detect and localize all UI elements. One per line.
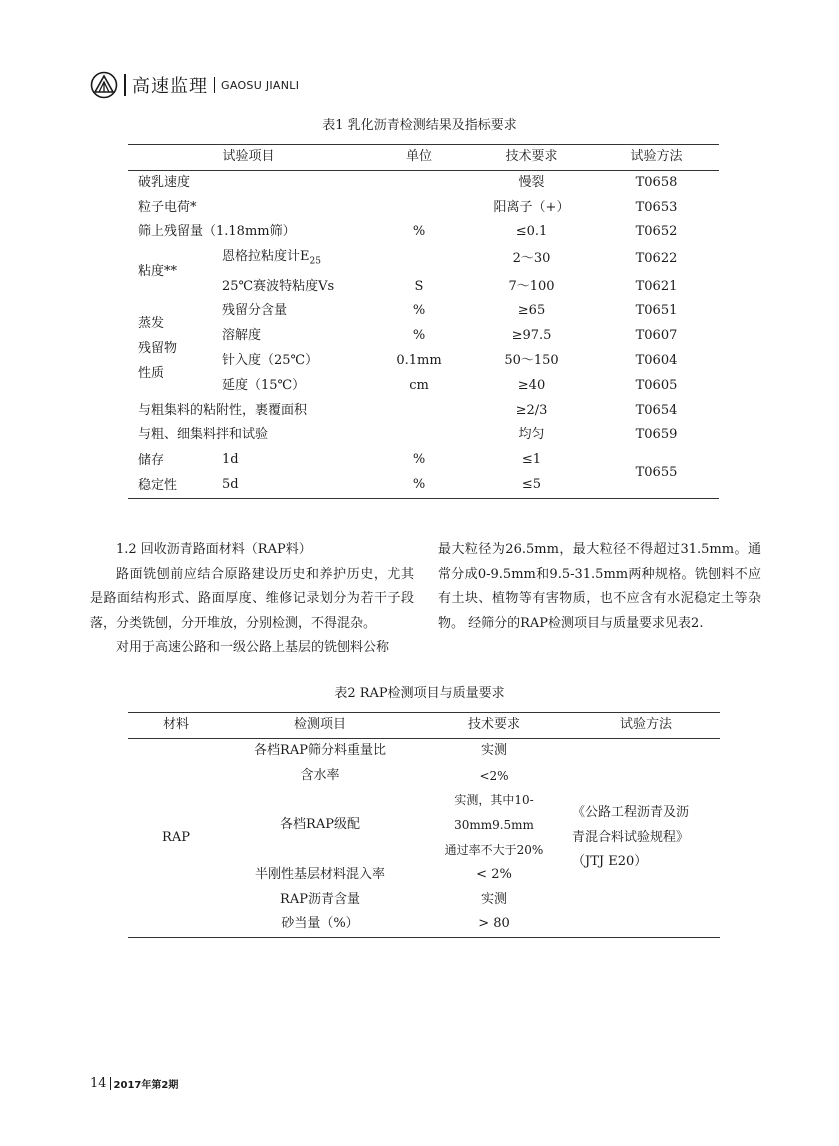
- table-cell-unit: [369, 196, 469, 221]
- table-cell-item: 半刚性基层材料混入率: [254, 866, 385, 882]
- table-cell-sub: 5d: [222, 477, 239, 493]
- page-header: [90, 68, 299, 102]
- table-cell-unit: %: [412, 328, 426, 344]
- table-cell-req: 实测: [480, 742, 507, 758]
- table-cell-method: T0658: [635, 174, 678, 190]
- table-cell-unit: [369, 423, 469, 448]
- paragraph: 路面铣刨前应结合原路建设历史和养护历史，尤其是路面结构形式、路面厚度、维修记录划分为若干子段落，分类铣刨，分开堆放，分别检测，不得混杂。: [90, 566, 414, 631]
- table2-caption: 表2 RAP检测项目与质量要求: [334, 686, 505, 701]
- table-row: [128, 399, 719, 424]
- table-cell-sub: 溶解度: [222, 328, 262, 344]
- paragraph: 对用于高速公路和一级公路上基层的铣刨料公称: [116, 640, 390, 655]
- table-row: [128, 170, 719, 195]
- table2-header-req: 技术要求: [416, 713, 572, 739]
- table-row: [128, 299, 719, 324]
- table-cell-material: RAP: [162, 829, 190, 845]
- table-row: [128, 423, 719, 448]
- table-cell-sub: 针入度（25℃）: [222, 352, 319, 368]
- table-cell-req: 实测，其中10-30mm9.5mm 通过率不大于20%: [444, 793, 544, 857]
- sub-item-label: 恩格拉粘度计E: [222, 249, 310, 265]
- table-cell-sub: [214, 245, 369, 274]
- table-cell-item: 与粗、细集料拌和试验: [138, 427, 269, 443]
- footer-divider: [110, 1077, 111, 1090]
- table-cell-unit: 0.1mm: [396, 352, 442, 368]
- table-cell-req: ≤0.1: [515, 224, 548, 240]
- table-cell-req: ≤1: [521, 452, 542, 468]
- table-cell-req: 50～150: [504, 352, 559, 368]
- table-cell-req: ≥2/3: [515, 402, 548, 418]
- table-cell-req: 2～30: [512, 251, 551, 267]
- table-cell-unit: %: [412, 224, 426, 240]
- table-cell-req: ≥65: [517, 303, 546, 319]
- journal-title-cn: 高速监理: [132, 76, 208, 97]
- table1-header-req: 技术要求: [469, 145, 594, 171]
- table-row: [128, 324, 719, 349]
- table-cell-method: T0651: [635, 303, 678, 319]
- table-cell-method: T0652: [635, 224, 678, 240]
- table-cell-item: 砂当量（%）: [281, 916, 359, 932]
- paragraph: 最大粒径为26.5mm，最大粒径不得超过31.5mm。通常分成0-9.5mm和9.5-31.5mm两种规格。铣刨料不应有土块、植物等有害物质，也不应含有水泥稳定土等杂物。 经筛分的RAP检测项目与质量要求见表2.: [438, 542, 761, 631]
- table-cell-unit: [369, 245, 469, 274]
- table-cell-method: T0659: [635, 427, 678, 443]
- table-cell-group: 储存 稳定性: [138, 453, 178, 494]
- table-cell-method: T0654: [635, 402, 678, 418]
- table1-header-unit: 单位: [369, 145, 469, 171]
- table-cell-item: 筛上残留量（1.18mm筛）: [138, 224, 296, 240]
- body-right-column: [438, 538, 761, 636]
- table-cell-req: < 2%: [476, 866, 512, 882]
- table-cell-method: T0653: [635, 199, 678, 215]
- table-cell-req: 慢裂: [518, 174, 545, 190]
- table-cell-req: ≤5: [521, 477, 542, 493]
- table-cell-unit: %: [412, 303, 426, 319]
- table-row: [128, 349, 719, 374]
- table-cell-sub: 延度（15℃）: [222, 377, 306, 393]
- body-left-column: [90, 538, 414, 661]
- table2-header-material: 材料: [128, 713, 224, 739]
- table-cell-method: T0655: [635, 464, 678, 480]
- table-cell-sub: 25℃赛波特粘度Vs: [222, 278, 335, 294]
- header-divider: [124, 74, 126, 96]
- page-number: 14: [90, 1076, 107, 1091]
- table-cell-method: 《公路工程沥青及沥 青混合料试验规程》 （JTJ E20）: [572, 804, 690, 870]
- table-cell-sub: 1d: [222, 452, 239, 468]
- table-cell-method: T0605: [635, 377, 678, 393]
- table-cell-req: ≥40: [517, 377, 546, 393]
- table-cell-group: 蒸发 残留物 性质: [138, 316, 178, 382]
- table-cell-req: > 80: [478, 916, 510, 932]
- section-heading: 1.2 回收沥青路面材料（RAP料）: [116, 542, 312, 557]
- table-cell-req: 实测: [480, 891, 507, 907]
- table2-header-method: 试验方法: [572, 713, 720, 739]
- page-footer: [90, 1076, 178, 1091]
- table-cell-req: 阳离子（+）: [493, 199, 570, 215]
- table-cell-unit: [369, 399, 469, 424]
- table-row: [128, 245, 719, 274]
- table-cell-item: 破乳速度: [138, 174, 191, 190]
- table-cell-unit: S: [414, 278, 424, 294]
- table1: [128, 144, 719, 499]
- table-row: [128, 738, 720, 763]
- header-divider: [214, 77, 215, 93]
- table-cell-unit: [369, 170, 469, 195]
- table-cell-unit: %: [412, 452, 426, 468]
- table-cell-method: T0621: [635, 278, 678, 294]
- table-row: [128, 275, 719, 300]
- table-cell-req: <2%: [479, 768, 509, 783]
- table1-header-method: 试验方法: [594, 145, 719, 171]
- table1-caption: 表1 乳化沥青检测结果及指标要求: [322, 118, 517, 133]
- table-cell-item: 粒子电荷*: [138, 199, 197, 215]
- subscript: 25: [309, 256, 321, 267]
- table1-header-row: [128, 145, 719, 171]
- table2-header-row: [128, 713, 720, 739]
- table-cell-method: T0622: [635, 251, 678, 267]
- table1-header-item: 试验项目: [128, 145, 369, 171]
- table-row: [128, 220, 719, 245]
- table-cell-item: 与粗集料的粘附性，裹覆面积: [138, 402, 308, 418]
- table-cell-item: RAP沥青含量: [280, 891, 360, 907]
- table-row: [128, 448, 719, 473]
- table-cell-item: 各档RAP筛分料重量比: [254, 742, 386, 758]
- table-cell-group: 粘度**: [138, 263, 178, 279]
- journal-logo-icon: [90, 71, 118, 99]
- table-cell-method: T0604: [635, 352, 678, 368]
- table-cell-req: 均匀: [518, 427, 545, 443]
- issue-label: 2017年第2期: [113, 1080, 179, 1091]
- table-cell-req: ≥97.5: [511, 328, 552, 344]
- table-cell-item: 各档RAP级配: [280, 817, 360, 833]
- table-cell-method: T0607: [635, 328, 678, 344]
- table-cell-unit: cm: [409, 377, 429, 393]
- table-cell-sub: 残留分含量: [222, 303, 288, 319]
- table2-header-item: 检测项目: [224, 713, 416, 739]
- table-row: [128, 374, 719, 399]
- journal-title-en: GAOSU JIANLI: [221, 78, 300, 92]
- table-row: [128, 196, 719, 221]
- table-cell-unit: %: [412, 477, 426, 493]
- table-cell-req: 7～100: [508, 278, 555, 294]
- table-cell-item: 含水率: [300, 767, 340, 783]
- table2: [128, 712, 720, 938]
